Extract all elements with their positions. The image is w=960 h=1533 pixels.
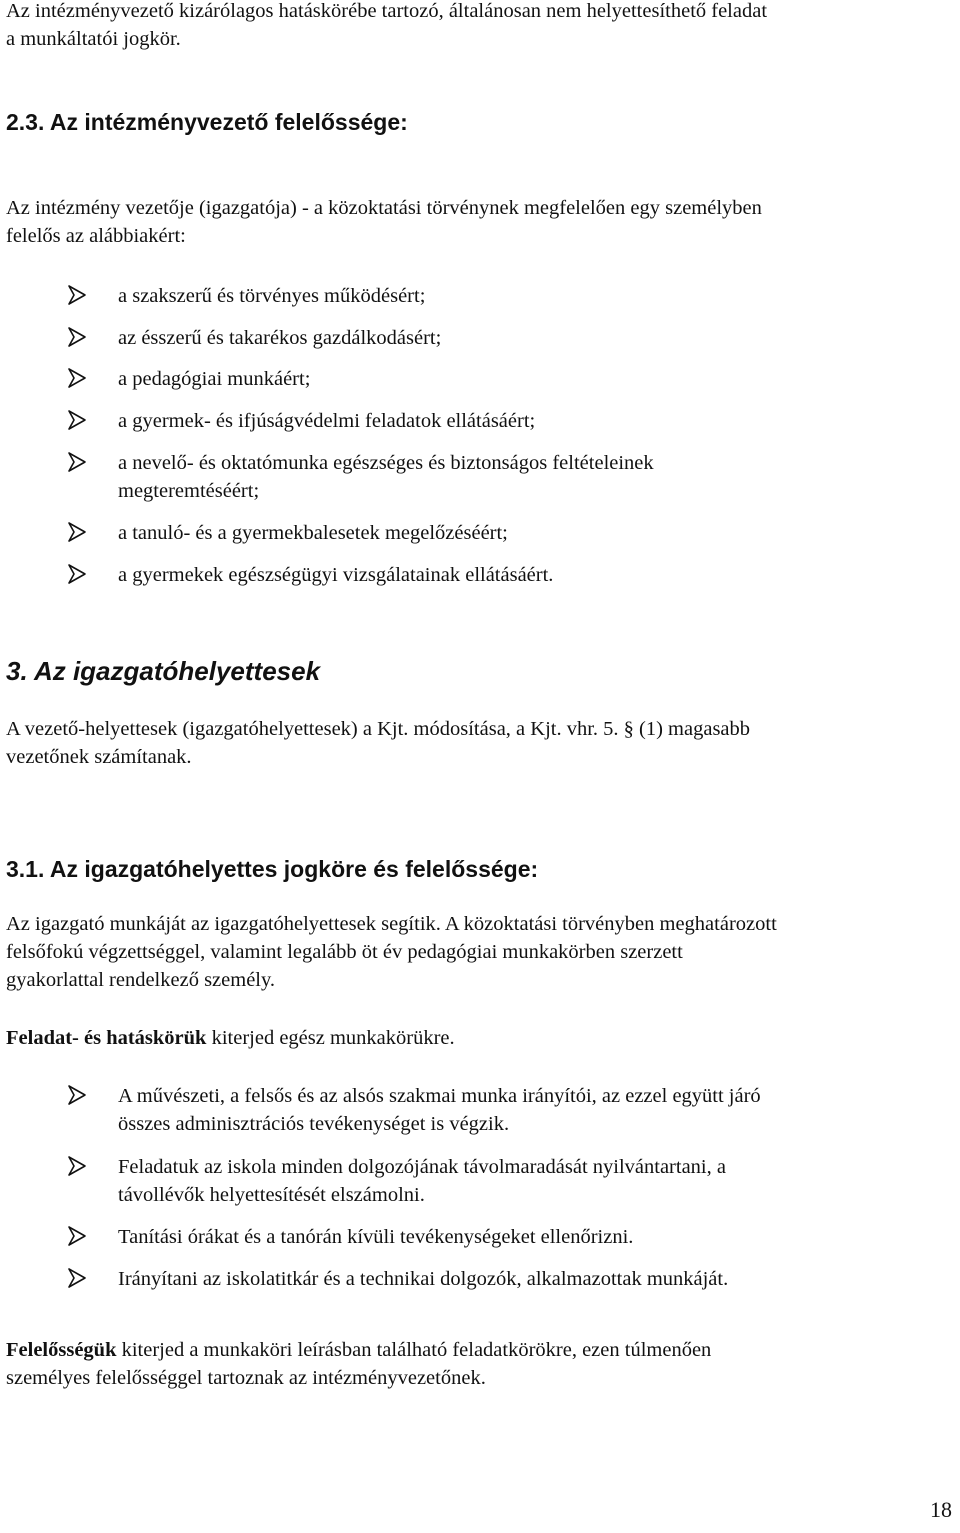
section-heading-2-3: 2.3. Az intézményvezető felelőssége: — [6, 109, 408, 135]
list-item-text: a gyermekek egészségügyi vizsgálatainak ellátásáért. — [118, 564, 554, 586]
page-number: 18 — [930, 1497, 952, 1522]
arrowhead-bullet-icon — [66, 284, 88, 306]
scope-rest-text: kiterjed egész munkakörükre. — [206, 1027, 455, 1049]
section-2-3-paragraph — [6, 194, 956, 250]
section-3-line-2: vezetőnek számítanak. — [6, 746, 192, 768]
arrowhead-bullet-icon — [66, 521, 88, 543]
section-3-1-paragraph — [6, 910, 956, 994]
section-heading-3-1: 3.1. Az igazgatóhelyettes jogköre és felelőssége: — [6, 856, 539, 882]
section-3-1-line-1: Az igazgató munkáját az igazgatóhelyettesek segítik. A közoktatási törvényben meghatározott — [6, 913, 777, 935]
list-item-text — [118, 1153, 936, 1209]
responsibility-bold-text: Felelősségük — [6, 1339, 117, 1361]
list-item-line: megteremtéséért; — [118, 480, 260, 502]
arrowhead-bullet-icon — [66, 563, 88, 585]
arrowhead-bullet-icon — [66, 1225, 88, 1247]
intro-line-1: Az intézményvezető kizárólagos hatáskörébe tartozó, általánosan nem helyettesíthető feladat — [6, 0, 768, 22]
section-2-3-line-1: Az intézmény vezetője (igazgatója) - a közoktatási törvénynek megfelelően egy személyben — [6, 197, 762, 219]
section-3-1-line-2: felsőfokú végzettséggel, valamint legalább öt év pedagógiai munkakörben szerzett — [6, 941, 683, 963]
section-heading-3: 3. Az igazgatóhelyettesek — [6, 656, 321, 686]
intro-line-2: a munkáltatói jogkör. — [6, 28, 181, 50]
list-item-line: Feladatuk az iskola minden dolgozójának távolmaradását nyilvántartani, a — [118, 1156, 726, 1178]
responsibility-rest-text: kiterjed a munkaköri leírásban található feladatkörökre, ezen túlmenően — [116, 1339, 712, 1361]
list-item-text: az ésszerű és takarékos gazdálkodásért; — [118, 327, 442, 349]
responsibility-line-2: személyes felelősséggel tartoznak az intézményvezetőnek. — [6, 1367, 486, 1389]
section-3-line-1: A vezető-helyettesek (igazgatóhelyettesek) a Kjt. módosítása, a Kjt. vhr. 5. § (1) magasabb — [6, 718, 751, 740]
list-item-text: a gyermek- és ifjúságvédelmi feladatok ellátásáért; — [118, 410, 536, 432]
scope-bold-text: Feladat- és hatáskörük — [6, 1027, 207, 1049]
list-item-line: A művészeti, a felsős és az alsós szakmai munka irányítói, az ezzel együtt járó — [118, 1085, 761, 1107]
list-item-text: Tanítási órákat és a tanórán kívüli tevékenységeket ellenőrizni. — [118, 1226, 634, 1248]
list-item-text: a pedagógiai munkáért; — [118, 368, 311, 390]
arrowhead-bullet-icon — [66, 367, 88, 389]
arrowhead-bullet-icon — [66, 451, 88, 473]
list-item-line: a nevelő- és oktatómunka egészséges és biztonságos feltételeinek — [118, 452, 654, 474]
responsibility-paragraph — [6, 1336, 956, 1392]
scope-paragraph — [6, 1024, 956, 1052]
section-3-1-line-3: gyakorlattal rendelkező személy. — [6, 969, 276, 991]
list-item-text: a szakszerű és törvényes működésért; — [118, 285, 426, 307]
list-item-line: összes adminisztrációs tevékenységet is végzik. — [118, 1113, 510, 1135]
list-item-line: távollévők helyettesítését elszámolni. — [118, 1184, 425, 1206]
section-3-paragraph — [6, 715, 956, 771]
intro-paragraph — [6, 0, 956, 53]
list-item-text: Irányítani az iskolatitkár és a technikai dolgozók, alkalmazottak munkáját. — [118, 1268, 729, 1290]
arrowhead-bullet-icon — [66, 409, 88, 431]
arrowhead-bullet-icon — [66, 326, 88, 348]
list-item-text — [118, 449, 936, 505]
arrowhead-bullet-icon — [66, 1155, 88, 1177]
arrowhead-bullet-icon — [66, 1084, 88, 1106]
list-item-text: a tanuló- és a gyermekbalesetek megelőzéséért; — [118, 522, 508, 544]
list-item-text — [118, 1082, 936, 1138]
responsibility-line-1 — [6, 1336, 956, 1364]
arrowhead-bullet-icon — [66, 1267, 88, 1289]
section-2-3-line-2: felelős az alábbiakért: — [6, 225, 186, 247]
